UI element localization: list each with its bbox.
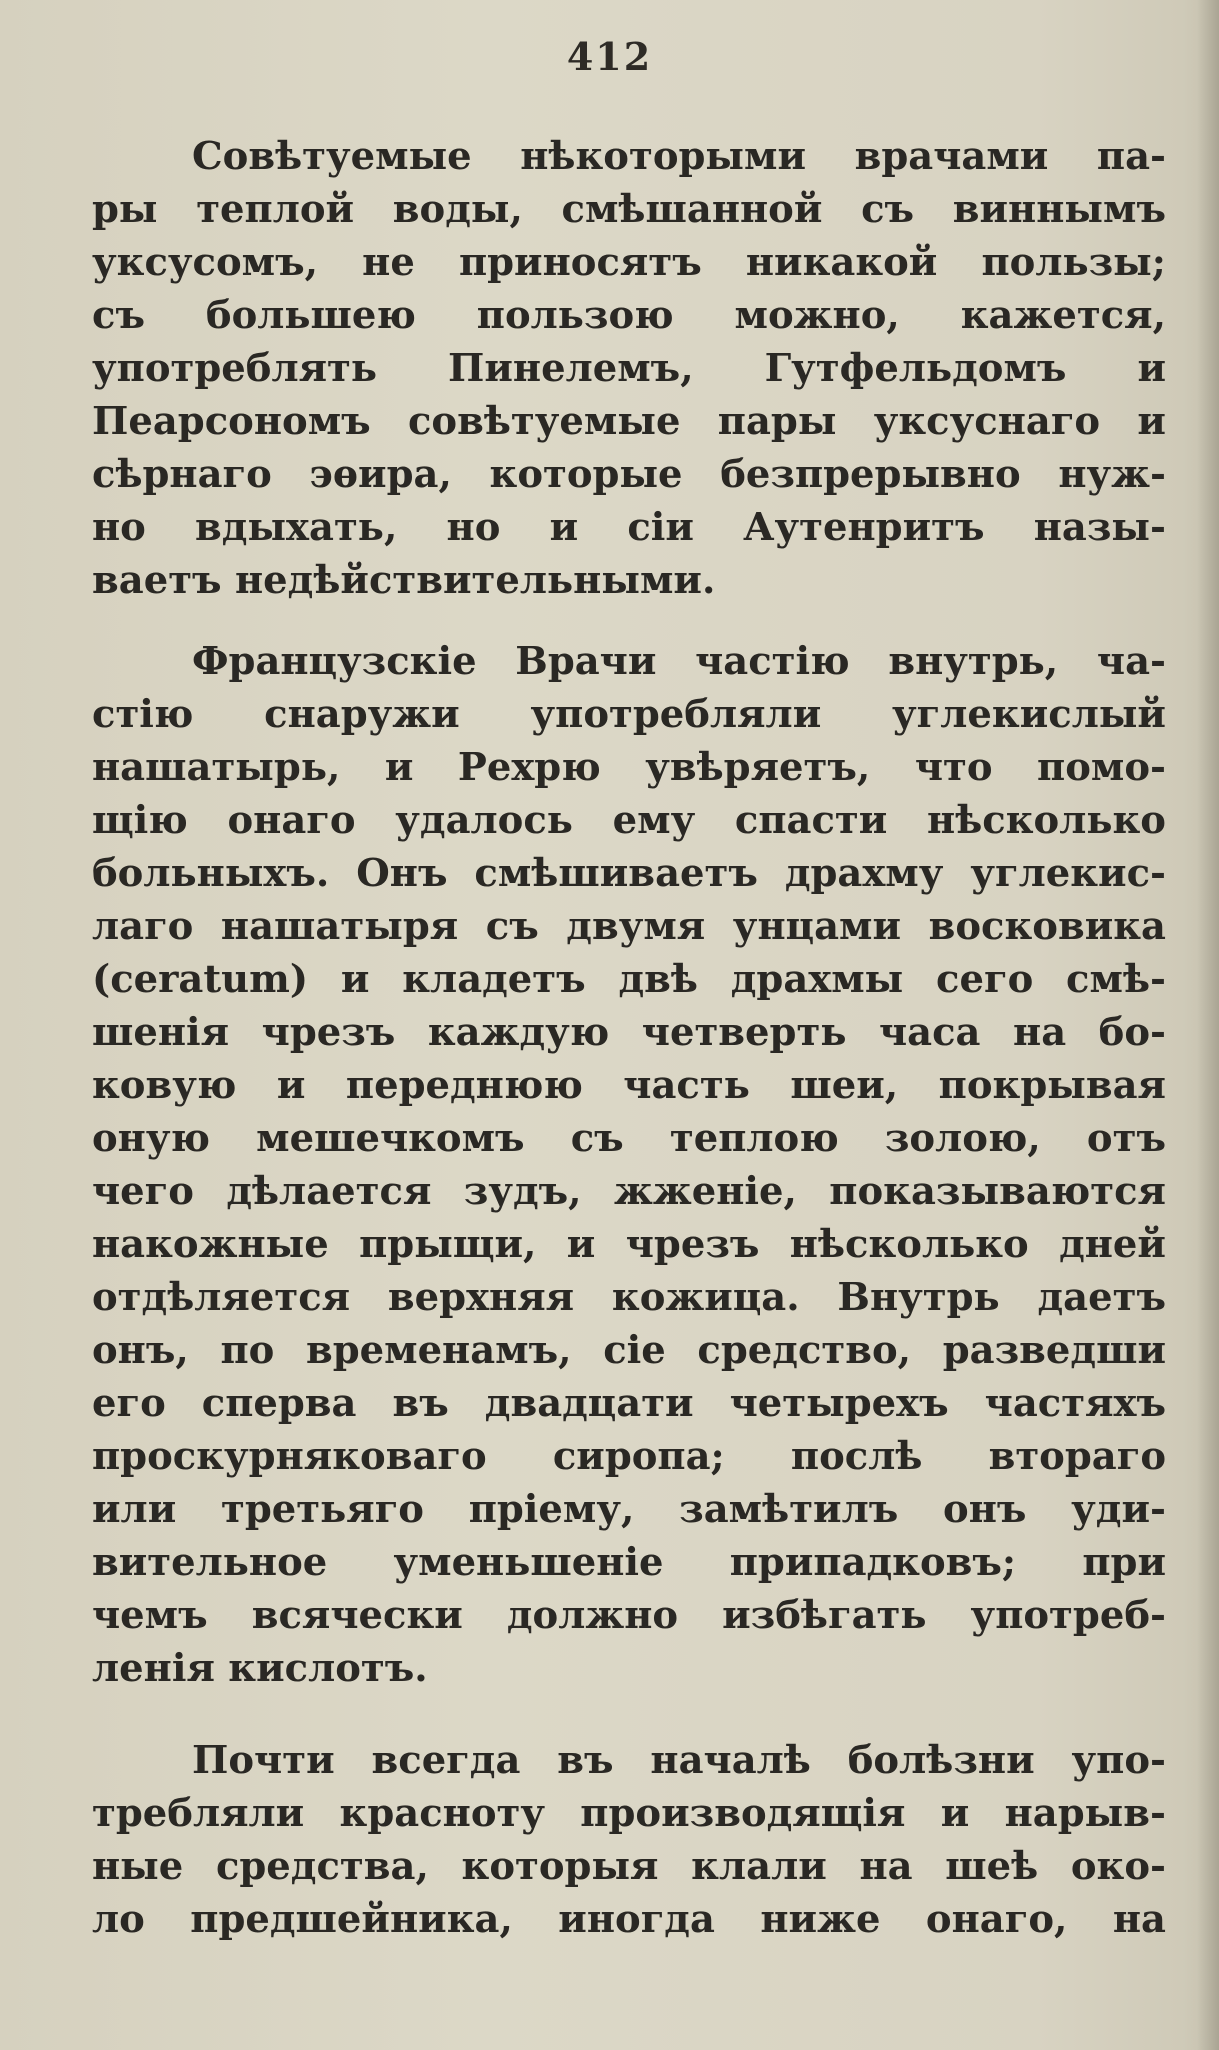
text-line: Почти всегда въ началѣ болѣзни упо-: [192, 1738, 1166, 1783]
text-line: вительное уменьшеніе припадковъ; при: [92, 1540, 1166, 1585]
text-line: стію снаружи употребляли углекислый: [92, 692, 1166, 737]
text-line: уксусомъ, не приносятъ никакой пользы;: [92, 240, 1166, 285]
text-line: съ большею пользою можно, кажется,: [92, 293, 1166, 338]
text-line: ло предшейника, иногда ниже онаго, на: [92, 1897, 1166, 1942]
text-line: чемъ всячески должно избѣгать употреб-: [92, 1593, 1166, 1638]
paragraph-3: [92, 1734, 1166, 1946]
text-line: накожные прыщи, и чрезъ нѣсколько дней: [92, 1222, 1166, 1267]
text-line: но вдыхать, но и сіи Аутенритъ назы-: [92, 505, 1166, 550]
text-line: требляли красноту производящія и нарыв-: [92, 1791, 1166, 1836]
text-line: лаго нашатыря съ двумя унцами восковика: [92, 904, 1166, 949]
text-line: его сперва въ двадцати четырехъ частяхъ: [92, 1381, 1166, 1426]
text-line: больныхъ. Онъ смѣшиваетъ драхму углекис-: [92, 851, 1166, 896]
text-line: отдѣляется верхняя кожица. Внутрь даетъ: [92, 1275, 1166, 1320]
text-line: ры теплой воды, смѣшанной съ виннымъ: [92, 187, 1166, 232]
text-line: онъ, по временамъ, сіе средство, разведши: [92, 1328, 1166, 1373]
text-line: шенія чрезъ каждую четверть часа на бо-: [92, 1010, 1166, 1055]
text-line: проскурняковаго сиропа; послѣ втораго: [92, 1434, 1166, 1479]
text-line: Пеарсономъ совѣтуемые пары уксуснаго и: [92, 399, 1166, 444]
text-line: сѣрнаго эѳира, которые безпрерывно нуж-: [92, 452, 1166, 497]
text-line: (ceratum) и кладетъ двѣ драхмы сего смѣ-: [92, 957, 1166, 1002]
text-line: оную мешечкомъ съ теплою золою, отъ: [92, 1116, 1166, 1161]
text-line: ваетъ недѣйствительными.: [92, 558, 716, 603]
text-line: ковую и переднюю часть шеи, покрывая: [92, 1063, 1166, 1108]
text-line: чего дѣлается зудъ, жженіе, показываются: [92, 1169, 1166, 1214]
text-line: Французскіе Врачи частію внутрь, ча-: [192, 639, 1166, 684]
page-edge-shadow: [1197, 0, 1219, 2050]
text-line: ные средства, которыя клали на шеѣ око-: [92, 1844, 1166, 1889]
text-line: употреблять Пинелемъ, Гутфельдомъ и: [92, 346, 1166, 391]
text-line: Совѣтуемые нѣкоторыми врачами па-: [192, 134, 1166, 179]
text-line: или третьяго пріему, замѣтилъ онъ уди-: [92, 1487, 1166, 1532]
text-line: щію онаго удалось ему спасти нѣсколько: [92, 798, 1166, 843]
paragraph-1: [92, 130, 1166, 607]
text-line: ленія кислотъ.: [92, 1646, 428, 1691]
page-number: 412: [566, 34, 653, 79]
paragraph-2: [92, 635, 1166, 1695]
text-line: нашатырь, и Рехрю увѣряетъ, что помо-: [92, 745, 1166, 790]
